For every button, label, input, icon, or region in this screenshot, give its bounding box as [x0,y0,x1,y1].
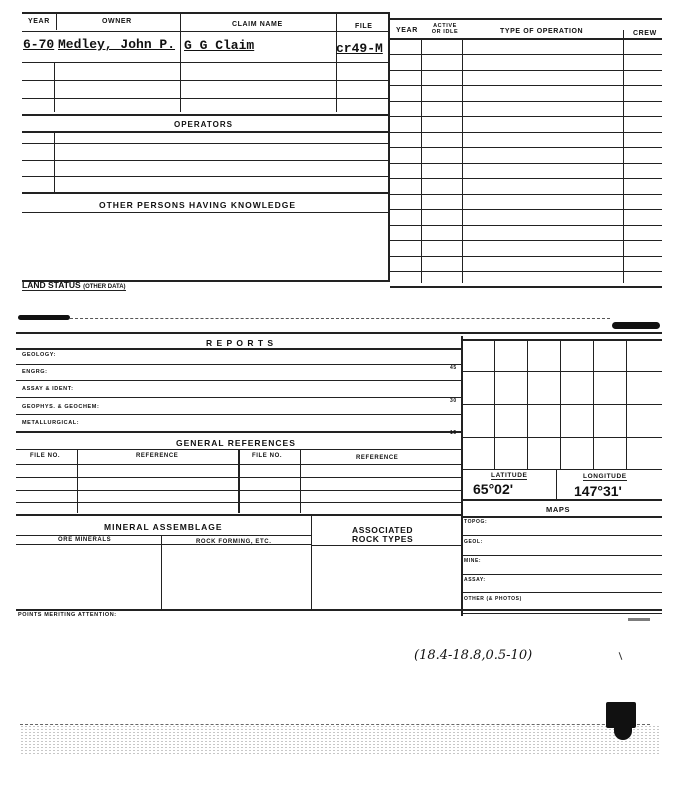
ops-table-rule [390,147,662,148]
ref-header-file-no-2: FILE NO. [252,453,283,459]
location-grid-line [494,339,495,469]
location-grid-line [560,339,561,469]
land-status-label [22,280,126,291]
handwritten-coordinates-note: (18.4-18.8,0.5-10) [414,648,533,663]
ore-minerals-header: ORE MINERALS [58,537,112,543]
ops-table-rule [390,225,662,226]
location-grid-line [462,339,662,341]
file-header: FILE [355,23,373,30]
latitude-label: LATITUDE [491,472,528,479]
ops-table-rule [390,132,662,133]
ops-table-rule [390,163,662,164]
ink-smudge-left [18,315,70,320]
location-grid-line [527,339,528,469]
ref-header-file-no-1: FILE NO. [30,453,61,459]
report-engrg: ENGRG: [22,369,48,375]
points-meriting-attention-label: POINTS MERITING ATTENTION: [18,612,117,618]
longitude-value: 147°31' [574,483,622,499]
map-assay: ASSAY: [464,577,486,583]
latitude-value: 65°02' [473,481,514,497]
grid-tick-45: 45 [450,365,457,371]
report-geology: GEOLOGY: [22,352,57,358]
map-topog: TOPOG: [464,519,488,525]
location-grid-line [626,339,627,469]
grid-tick-15: 15 [450,430,457,436]
ops-table-rule [390,271,662,272]
map-mine: MINE: [464,558,482,564]
other-persons-title: OTHER PERSONS HAVING KNOWLEDGE [99,200,297,210]
ops-table-rule [390,194,662,195]
ink-smudge-right [612,322,660,329]
claim-name-header: CLAIM NAME [232,21,283,28]
entry-file: cr49-M [336,41,383,56]
year2-header: YEAR [396,27,418,34]
ops-table-rule [390,240,662,241]
form-number-mark [628,618,650,621]
map-geol: GEOL: [464,539,483,545]
owner-header: OWNER [102,18,132,25]
ops-table-rule [390,116,662,117]
report-assay-ident: ASSAY & IDENT: [22,386,74,392]
rock-forming-header: ROCK FORMING, ETC. [196,539,272,545]
ops-col-divider [623,30,624,283]
operators-title: OPERATORS [174,120,233,129]
report-metallurgical: METALLURGICAL: [22,420,80,426]
land-status-title: LAND STATUS [22,280,81,290]
land-status-subtitle: (OTHER DATA) [83,284,126,290]
location-grid-line [462,371,662,372]
location-grid-line [462,437,662,438]
reports-title: R E P O R T S [206,338,275,348]
maps-title: MAPS [546,505,571,514]
location-grid-line [462,404,662,405]
type-of-operation-header: TYPE OF OPERATION [500,28,584,35]
scan-noise [20,725,660,755]
ops-table-rule [390,70,662,71]
entry-year: 6-70 [23,37,55,52]
stray-mark [619,652,623,660]
ops-table-rule [390,54,662,55]
general-references-title: GENERAL REFERENCES [176,438,296,448]
map-other-photos: OTHER (& PHOTOS) [464,596,522,602]
ops-table-rule [390,256,662,257]
year-header: YEAR [28,18,50,25]
crew-header: CREW [633,30,657,37]
ops-table-rule [390,209,662,210]
ops-col-divider [462,38,463,283]
associated-rock-types-line2: ROCK TYPES [352,534,414,544]
ref-header-reference-2: REFERENCE [356,455,399,461]
associated-rock-types-line1: ASSOCIATED [352,525,414,535]
ops-table-rule [390,178,662,179]
mineral-assemblage-title: MINERAL ASSEMBLAGE [104,522,223,532]
grid-tick-30: 30 [450,398,457,404]
report-geophys-geochem: GEOPHYS. & GEOCHEM: [22,404,100,410]
location-grid-line [593,339,594,469]
active-idle-header: ACTIVE OR IDLE [431,23,459,35]
ops-col-divider [421,38,422,283]
black-box-mark [606,702,636,728]
entry-claim-name: G G Claim [184,38,255,53]
ops-table-rule [390,85,662,86]
ref-header-reference-1: REFERENCE [136,453,179,459]
entry-owner: Medley, John P. [58,37,176,52]
ops-table-rule [390,101,662,102]
longitude-label: LONGITUDE [583,473,627,480]
